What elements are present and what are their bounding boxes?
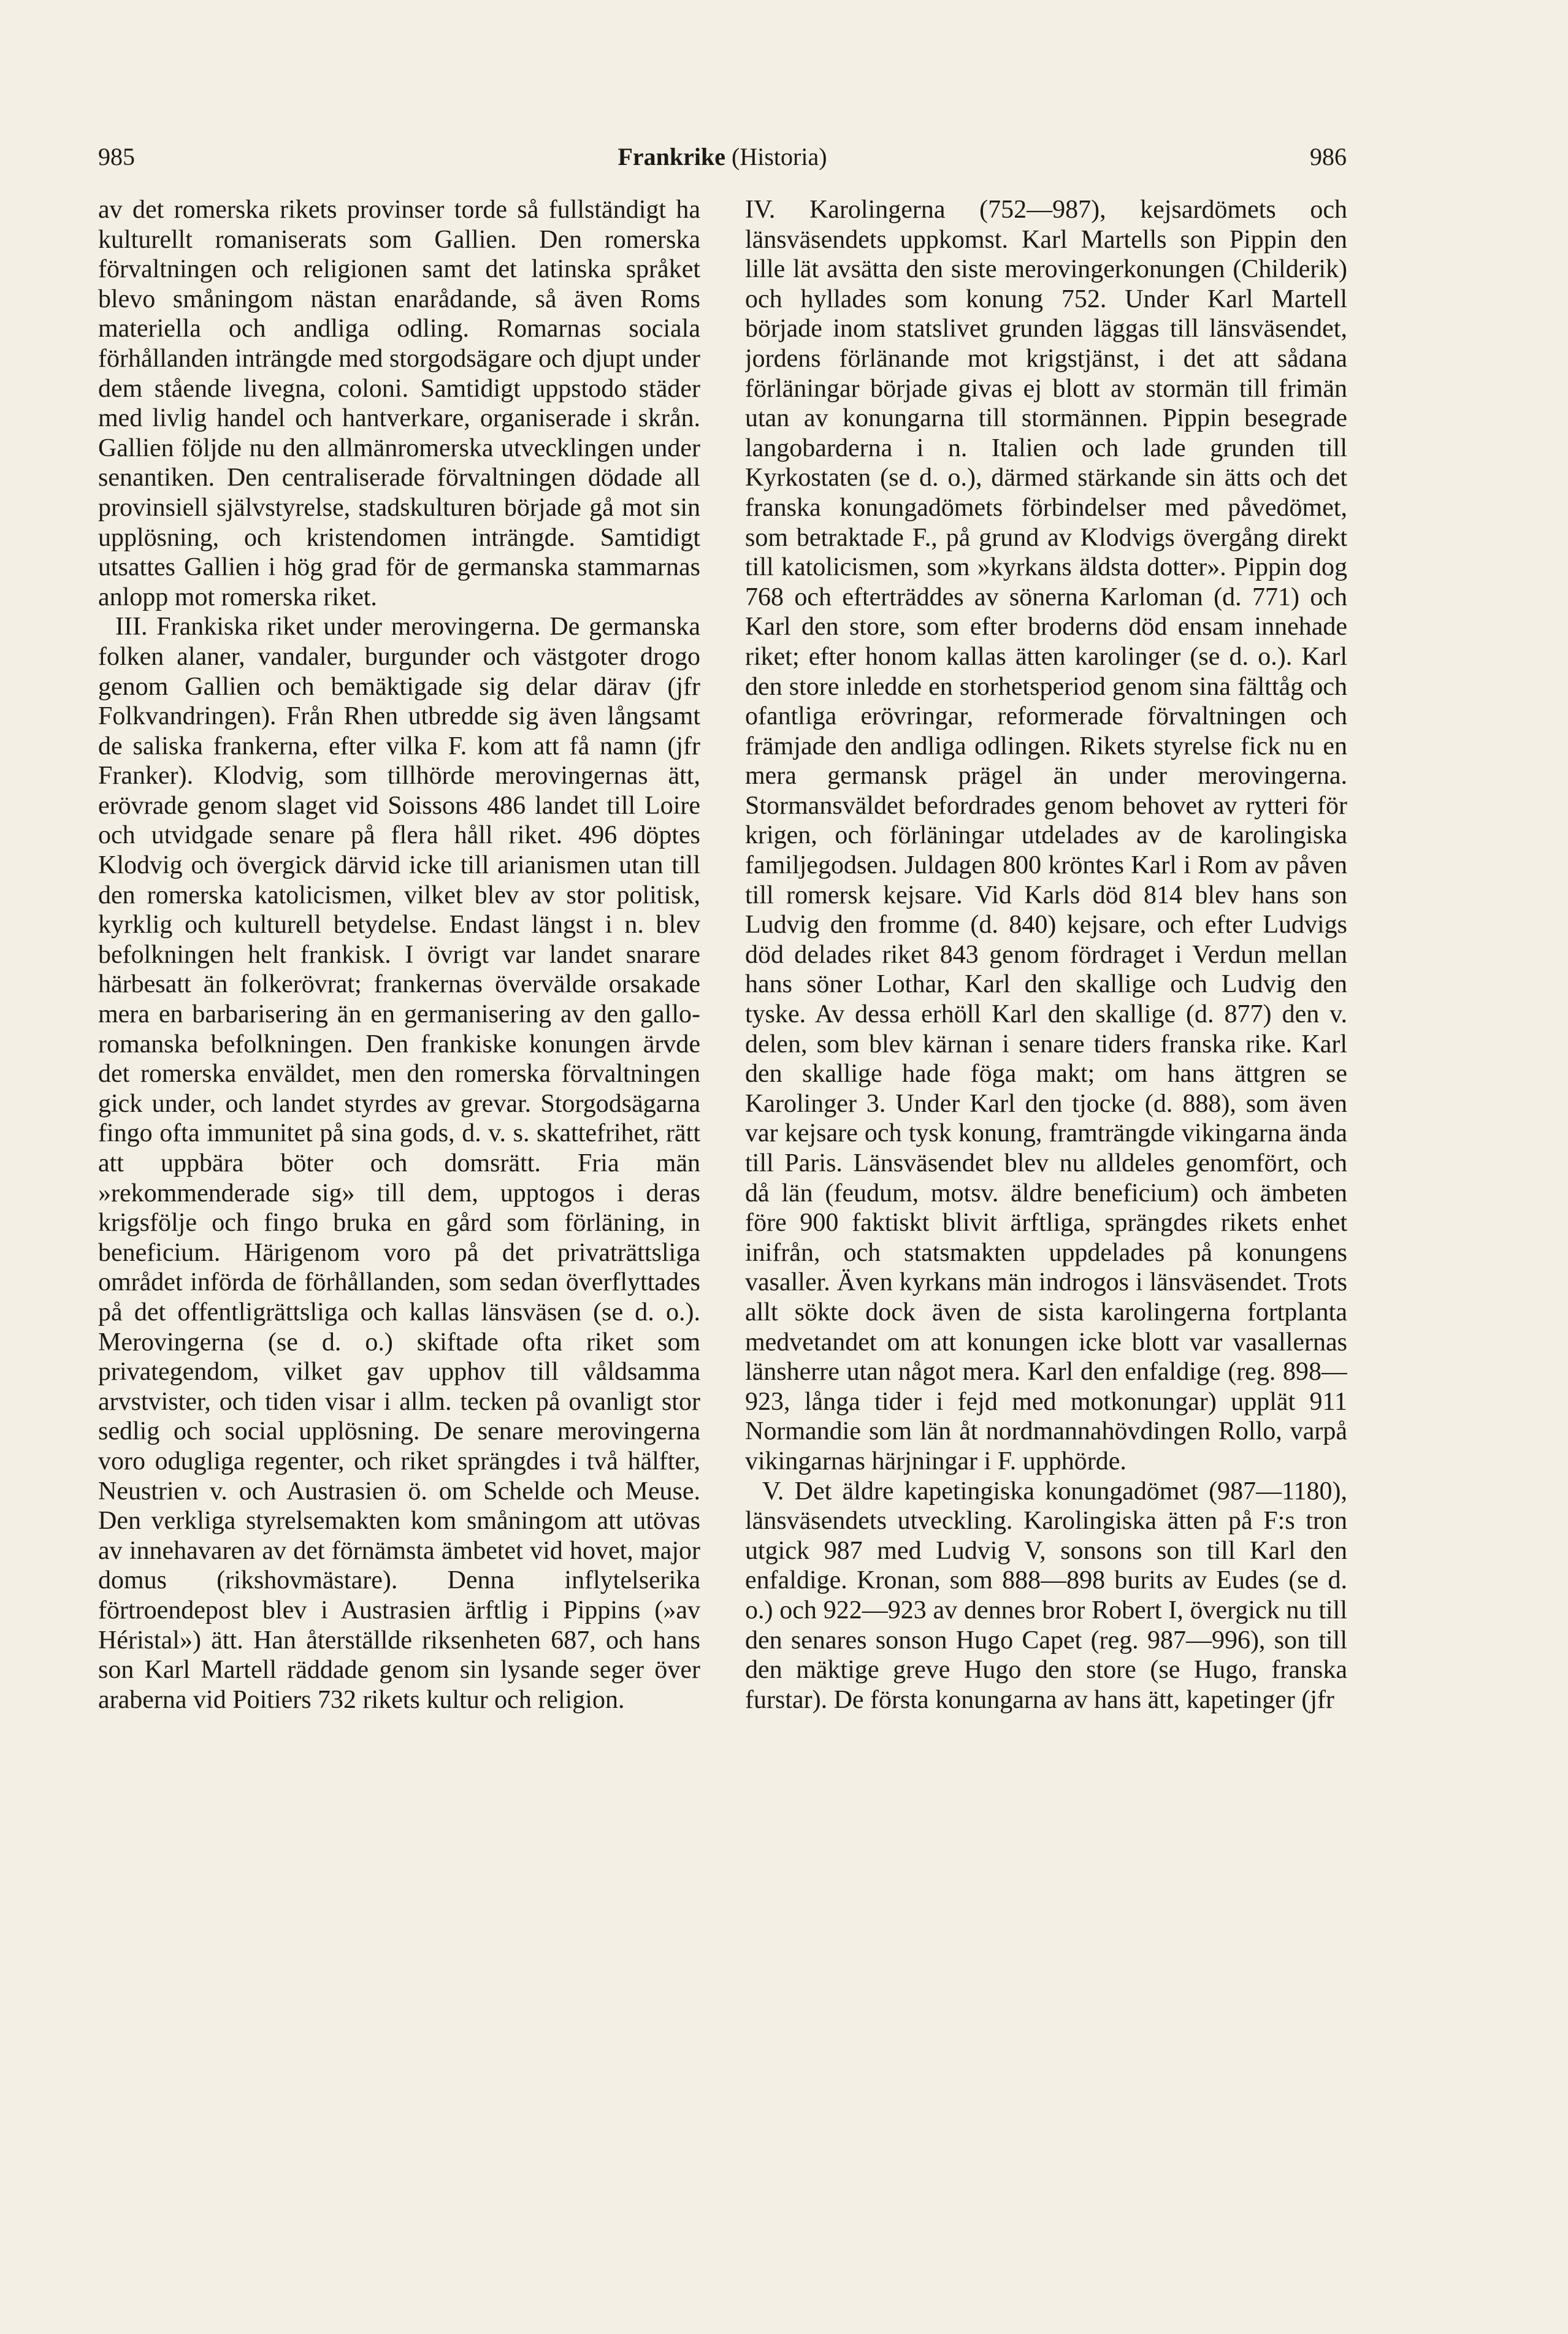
left-paragraph-1: av det romerska rikets provinser torde så fullständigt ha kulturellt romaniserats som Gallien. Den romerska förvaltningen och religionen samt det latinska språket blevo småningom nästan enarådande, så även Roms materiella och andliga odling. Romarnas sociala förhållanden inträngde med storgodsägare och djupt under dem stående livegna, coloni. Samtidigt uppstodo städer med livlig handel och hantverkare, organiserade i skrån. Gallien följde nu den allmänromerska utvecklingen under senantiken. Den centraliserade förvaltningen dödade all provinsiell självstyrelse, stadskulturen började gå mot sin upplösning, och kristendomen inträngde. Samtidigt utsattes Gallien i hög grad för de germanska stammarnas anlopp mot romerska riket. (98, 196, 700, 611)
running-title-main: Frankrike (618, 143, 726, 170)
page-header (98, 142, 1347, 179)
page-number-left: 985 (98, 143, 135, 170)
left-paragraph-2: III. Frankiska riket under merovingerna. De germanska folken alaner, vandaler, burgunder och västgoter drogo genom Gallien och bemäktigade sig delar därav (jfr Folkvandringen). Från Rhen utbredde sig även långsamt de saliska frankerna, efter vilka F. kom att få namn (jfr Franker). Klodvig, som tillhörde merovingernas ätt, erövrade genom slaget vid Soissons 486 landet till Loire och utvidgade senare på flera håll riket. 496 döptes Klodvig och övergick därvid icke till arianismen utan till den romerska katolicismen, vilket blev av stor politisk, kyrklig och kulturell betydelse. Endast längst i n. blev befolkningen helt frankisk. I övrigt var landet snarare härbesatt än folkerövrat; frankernas övervälde orsakade mera en barbarisering än en germanisering av den gallo-romanska befolkningen. Den frankiske konungen ärvde det romerska enväldet, men den romerska förvaltningen gick under, och landet styrdes av grevar. Storgodsägarna fingo ofta immunitet på sina gods, d. v. s. skattefrihet, rätt att uppbära böter och domsrätt. Fria män »rekommenderade sig» till dem, upptogos i deras krigsfölje och fingo bruka en gård som förläning, in beneficium. Härigenom voro på det privaträttsliga området införda de förhållanden, som sedan överflyttades på det offentligrättsliga och kallas länsväsen (se d. o.). Merovingerna (se d. o.) skiftade ofta riket som privategendom, vilket gav upphov till våldsamma arvstvister, och tiden visar i allm. tecken på ovanligt stor sedlig och social upplösning. De senare merovingerna voro odugliga regenter, och riket sprängdes i två hälfter, Neustrien v. och Austrasien ö. om Schelde och Meuse. Den verkliga styrelsemakten kom småningom att utövas av innehavaren av det förnämsta ämbetet vid hovet, major domus (rikshovmästare). Denna inflytelserika förtroendepost blev i Austrasien ärftlig i Pippins (»av Héristal») ätt. Han återställde riksenheten 687, och hans son Karl Martell räddade genom sin lysande seger över araberna vid Poitiers 732 rikets kultur och religion. (98, 613, 700, 1714)
right-column (745, 195, 1347, 2133)
right-paragraph-2: V. Det äldre kapetingiska konungadömet (987—1180), länsväsendets utveckling. Karolingiska ätten på F:s tron utgick 987 med Ludvig V, sonsons son till Karl den enfaldige. Kronan, som 888—898 burits av Eudes (se d. o.) och 922—923 av dennes bror Robert I, övergick nu till den senares sonson Hugo Capet (reg. 987—996), son till den mäktige greve Hugo den store (se Hugo, franska furstar). De första konungarna av hans ätt, kapetinger (jfr (745, 1477, 1347, 1714)
left-column (98, 195, 700, 2133)
right-paragraph-1: IV. Karolingerna (752—987), kejsardömets och länsväsendets uppkomst. Karl Martells son Pippin den lille lät avsätta den siste merovingerkonungen (Childerik) och hyllades som konung 752. Under Karl Martell började inom statslivet grunden läggas till länsväsendet, jordens förlänande mot krigstjänst, i det att sådana förläningar började givas ej blott av stormän till frimän utan av konungarna till stormännen. Pippin besegrade langobarderna i n. Italien och lade grunden till Kyrkostaten (se d. o.), därmed stärkande sin ätts och det franska konungadömets förbindelser med påvedömet, som betraktade F., på grund av Klodvigs övergång direkt till katolicismen, som »kyrkans äldsta dotter». Pippin dog 768 och efterträddes av sönerna Karloman (d. 771) och Karl den store, som efter broderns död ensam innehade riket; efter honom kallas ätten karolinger (se d. o.). Karl den store inledde en storhetsperiod genom sina fälttåg och ofantliga erövringar, reformerade förvaltningen och främjade den andliga odlingen. Rikets styrelse fick nu en mera germansk prägel än under merovingerna. Stormansväldet befordrades genom behovet av rytteri för krigen, och förläningar utdelades av de karolingiska familjegodsen. Juldagen 800 kröntes Karl i Rom av påven till romersk kejsare. Vid Karls död 814 blev hans son Ludvig den fromme (d. 840) kejsare, och efter Ludvigs död delades riket 843 genom fördraget i Verdun mellan hans söner Lothar, Karl den skallige och Ludvig den tyske. Av dessa erhöll Karl den skallige (d. 877) den v. delen, som blev kärnan i senare tiders franska rike. Karl den skallige hade föga makt; om hans ättgren se Karolinger 3. Under Karl den tjocke (d. 888), som även var kejsare och tysk konung, framträngde vikingarna ända till Paris. Länsväsendet blev nu alldeles genomfört, och då län (feudum, motsv. äldre beneficium) och ämbeten före 900 faktiskt blivit ärftliga, sprängdes rikets enhet inifrån, och statsmakten uppdelades på konungens vasaller. Även kyrkans män indrogos i länsväsendet. Trots allt sökte dock även de sista karolingerna fortplanta medvetandet om att konungen icke blott var vasallernas länsherre utan något mera. Karl den enfaldige (reg. 898—923, långa tider i fejd med motkonungar) upplät 911 Normandie som län åt nordmannahövdingen Rollo, varpå vikingarnas härjningar i F. upphörde. (745, 196, 1347, 1475)
running-title-sub: (Historia) (732, 143, 827, 170)
running-title (98, 142, 1347, 171)
page-number-right: 986 (1310, 143, 1347, 170)
